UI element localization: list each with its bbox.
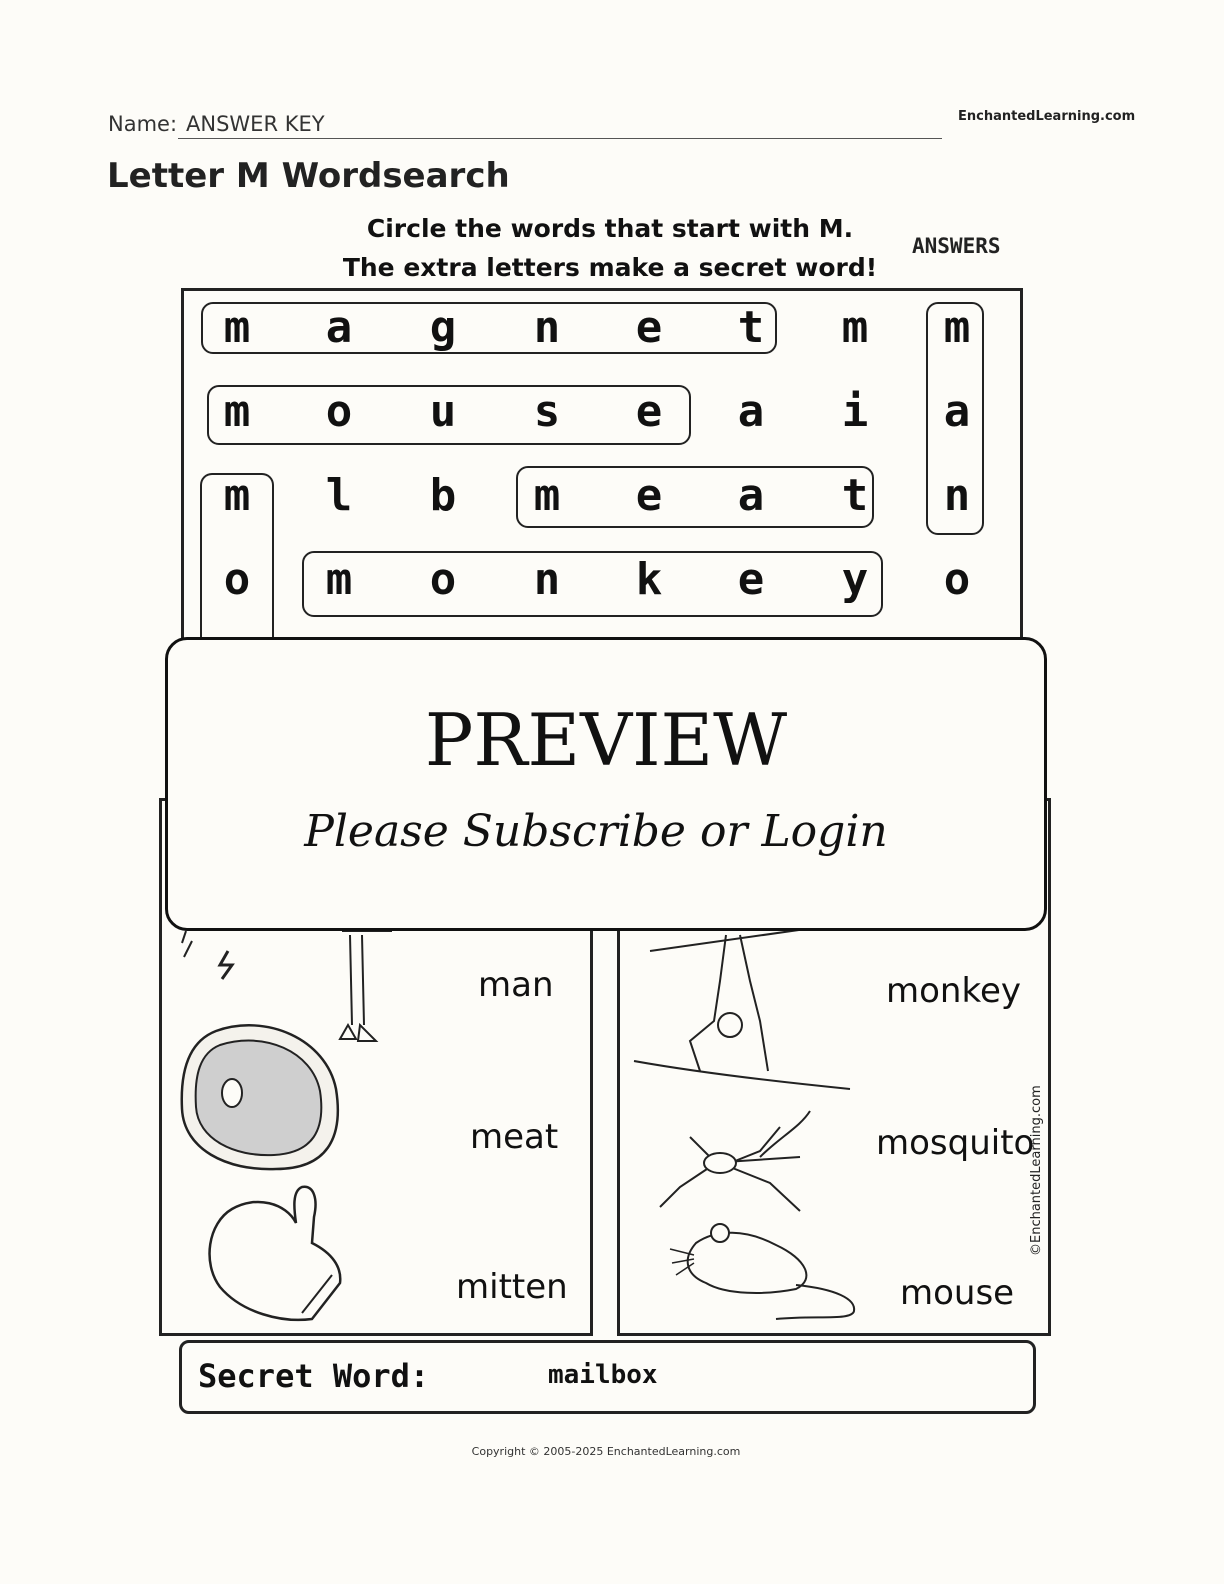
grid-letter: o [325, 386, 353, 437]
word-mouse: mouse [900, 1273, 1015, 1313]
grid-letter: a [325, 302, 353, 353]
mouse-picture [666, 1219, 866, 1329]
subscribe-login-link[interactable]: Please Subscribe or Login [304, 806, 888, 857]
grid-letter: m [533, 470, 561, 521]
site-name: EnchantedLearning.com [958, 109, 1136, 124]
word-meat: meat [470, 1117, 559, 1157]
grid-letter: m [841, 302, 869, 353]
secret-word-label: Secret Word: [198, 1357, 430, 1395]
grid-letter: t [737, 302, 765, 353]
watermark-text: ©EnchantedLearning.com [1029, 1085, 1044, 1256]
answers-label: ANSWERS [912, 234, 1001, 258]
grid-letter: n [943, 470, 971, 521]
name-value: ANSWER KEY [186, 112, 325, 136]
preview-title: PREVIEW [424, 698, 788, 782]
grid-letter: y [841, 554, 869, 605]
grid-letter: i [841, 386, 869, 437]
grid-letter: b [429, 470, 457, 521]
mitten-picture [202, 1183, 362, 1333]
grid-letter: o [943, 554, 971, 605]
grid-letter: e [635, 386, 663, 437]
page-title: Letter M Wordsearch [107, 156, 510, 196]
grid-letter: a [943, 386, 971, 437]
grid-letter: u [429, 386, 457, 437]
monkey-picture [630, 921, 870, 1111]
word-mitten: mitten [456, 1267, 568, 1307]
name-label: Name: [108, 112, 178, 136]
name-underline [178, 138, 942, 139]
grid-letter: g [429, 302, 457, 353]
instruction-line-1: Circle the words that start with M. [366, 214, 854, 243]
copyright-watermark [1026, 1060, 1050, 1260]
grid-letter: m [325, 554, 353, 605]
copyright-footer: Copyright © 2005-2025 EnchantedLearning.com [471, 1445, 741, 1458]
secret-word-answer: mailbox [548, 1360, 658, 1390]
grid-letter: o [429, 554, 457, 605]
answer-outline-monkey [302, 551, 883, 617]
grid-letter: e [635, 470, 663, 521]
grid-letter: m [223, 302, 251, 353]
grid-letter: t [841, 470, 869, 521]
grid-letter: a [737, 386, 765, 437]
word-mosquito: mosquito [876, 1123, 1035, 1163]
grid-letter: s [533, 386, 561, 437]
grid-letter: l [325, 470, 353, 521]
grid-letter: e [737, 554, 765, 605]
answer-outline-magnet [201, 302, 777, 354]
meat-picture [176, 1019, 356, 1179]
grid-letter: n [533, 554, 561, 605]
preview-overlay[interactable] [165, 637, 1047, 931]
grid-letter: o [223, 554, 251, 605]
mosquito-picture [650, 1107, 830, 1217]
grid-letter: m [943, 302, 971, 353]
grid-letter: k [635, 554, 663, 605]
grid-letter: n [533, 302, 561, 353]
grid-letter: m [223, 386, 251, 437]
grid-letter: m [223, 470, 251, 521]
instruction-line-2: The extra letters make a secret word! [342, 253, 878, 282]
grid-letter: a [737, 470, 765, 521]
word-monkey: monkey [886, 971, 1021, 1011]
word-man: man [478, 965, 554, 1005]
grid-letter: e [635, 302, 663, 353]
